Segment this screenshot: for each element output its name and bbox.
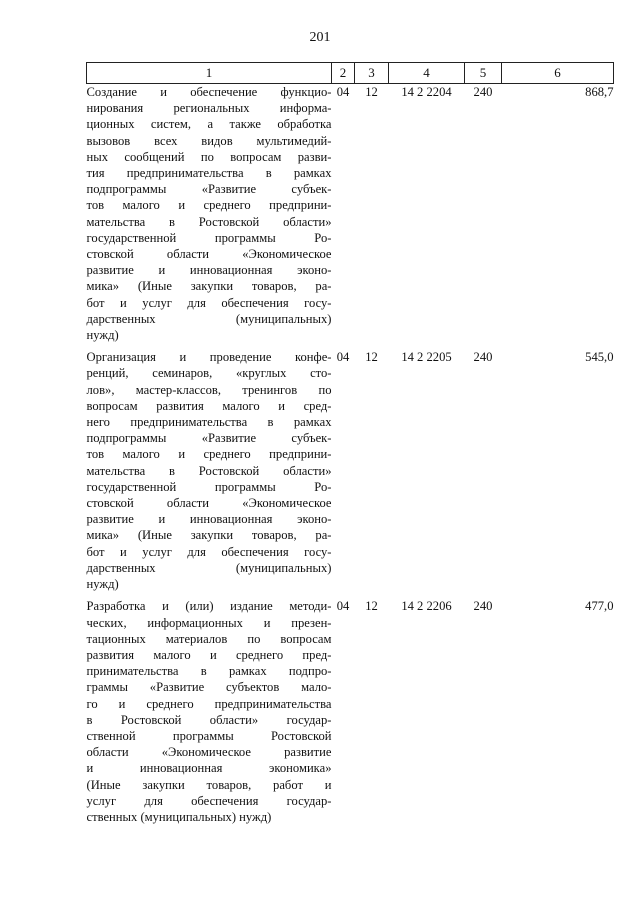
description-line: Разработка и (или) издание методи-	[86, 599, 332, 614]
description-line: лов», мастер-классов, тренингов по	[86, 382, 332, 397]
section-code: 04	[336, 599, 350, 614]
description-line: нирования региональных информа-	[86, 101, 332, 116]
description-line: бот и услуг для обеспечения госу-	[86, 295, 332, 310]
expense-type-code: 240	[473, 85, 493, 99]
target-article-code: 14 2 2205	[401, 350, 452, 365]
header-col-2: 2	[332, 63, 355, 84]
page-number: 201	[309, 30, 331, 45]
description-line: мательства в Ростовской области»	[86, 463, 332, 478]
description-line: ческих, информационных и презен-	[86, 615, 332, 630]
description-line: дарственных (муниципальных)	[86, 311, 332, 326]
description-line: области «Экономическое развитие	[86, 745, 332, 760]
description-line: развитие и инновационная эконо-	[86, 512, 332, 527]
section-code: 04	[336, 85, 350, 99]
description-line: государственной программы Ро-	[86, 230, 332, 245]
description-line: государственной программы Ро-	[86, 479, 332, 494]
description-line: мика» (Иные закупки товаров, ра-	[86, 279, 332, 294]
description-line: го и среднего предпринимательства	[86, 696, 332, 711]
description-line: него предпринимательства в рамках	[86, 415, 332, 430]
description-line: развития малого и среднего пред-	[86, 647, 332, 662]
description-line: (Иные закупки товаров, работ и	[86, 777, 332, 792]
amount: 545,0	[585, 350, 614, 365]
expense-type-code: 240	[473, 599, 493, 614]
description-line: мательства в Ростовской области»	[86, 214, 332, 229]
amount: 477,0	[585, 599, 614, 614]
description-line: вопросам развития малого и сред-	[86, 398, 332, 413]
target-article-code: 14 2 2206	[401, 599, 452, 614]
header-col-6: 6	[502, 63, 614, 84]
description-line: подпрограммы «Развитие субъек-	[86, 431, 332, 446]
description-line: подпрограммы «Развитие субъек-	[86, 182, 332, 197]
subsection-code: 12	[365, 350, 378, 365]
section-code: 04	[336, 350, 350, 365]
description-line: и инновационная экономика»	[86, 761, 332, 776]
description-line: стовской области «Экономическое	[86, 496, 332, 511]
description-line: ственных (муниципальных) нужд)	[86, 809, 272, 824]
description-line: ственной программы Ростовской	[86, 728, 332, 743]
description-line: в Ростовской области» государ-	[86, 712, 332, 727]
table-row	[87, 84, 614, 350]
description-line: ных сообщений по вопросам разви-	[86, 149, 332, 164]
table-row	[87, 598, 614, 831]
table-header-row	[87, 63, 614, 84]
description-line: развитие и инновационная эконо-	[86, 263, 332, 278]
description-line: ренций, семинаров, «круглых сто-	[86, 366, 332, 381]
subsection-code: 12	[365, 599, 378, 614]
target-article-code: 14 2 2204	[401, 85, 452, 99]
header-col-1: 1	[87, 63, 332, 84]
description-line: ционных систем, а также обработка	[86, 117, 332, 132]
description-line: тов малого и среднего предприни-	[86, 447, 332, 462]
description-line: бот и услуг для обеспечения госу-	[86, 544, 332, 559]
description-line: вызовов всех видов мультимедий-	[86, 133, 332, 148]
amount: 868,7	[585, 85, 614, 99]
header-col-3: 3	[355, 63, 389, 84]
description-line: тия предпринимательства в рамках	[86, 166, 332, 181]
header-col-5: 5	[465, 63, 502, 84]
subsection-code: 12	[365, 85, 378, 99]
description-line: дарственных (муниципальных)	[86, 560, 332, 575]
table-row	[87, 349, 614, 598]
description-line: тов малого и среднего предприни-	[86, 198, 332, 213]
row-description	[87, 84, 332, 350]
description-line: нужд)	[86, 577, 119, 592]
description-line: принимательства в рамках подпро-	[86, 664, 332, 679]
description-line: нужд)	[86, 328, 119, 343]
description-line: стовской области «Экономическое	[86, 247, 332, 262]
description-line: Организация и проведение конфе-	[86, 350, 332, 365]
budget-table	[86, 62, 614, 831]
description-line: услуг для обеспечения государ-	[86, 793, 332, 808]
row-description	[87, 349, 332, 598]
expense-type-code: 240	[473, 350, 493, 365]
description-line: граммы «Развитие субъектов мало-	[86, 680, 332, 695]
row-description	[87, 598, 332, 831]
header-col-4: 4	[389, 63, 465, 84]
description-line: Создание и обеспечение функцио-	[86, 85, 332, 99]
description-line: мика» (Иные закупки товаров, ра-	[86, 528, 332, 543]
description-line: тационных материалов по вопросам	[86, 631, 332, 646]
